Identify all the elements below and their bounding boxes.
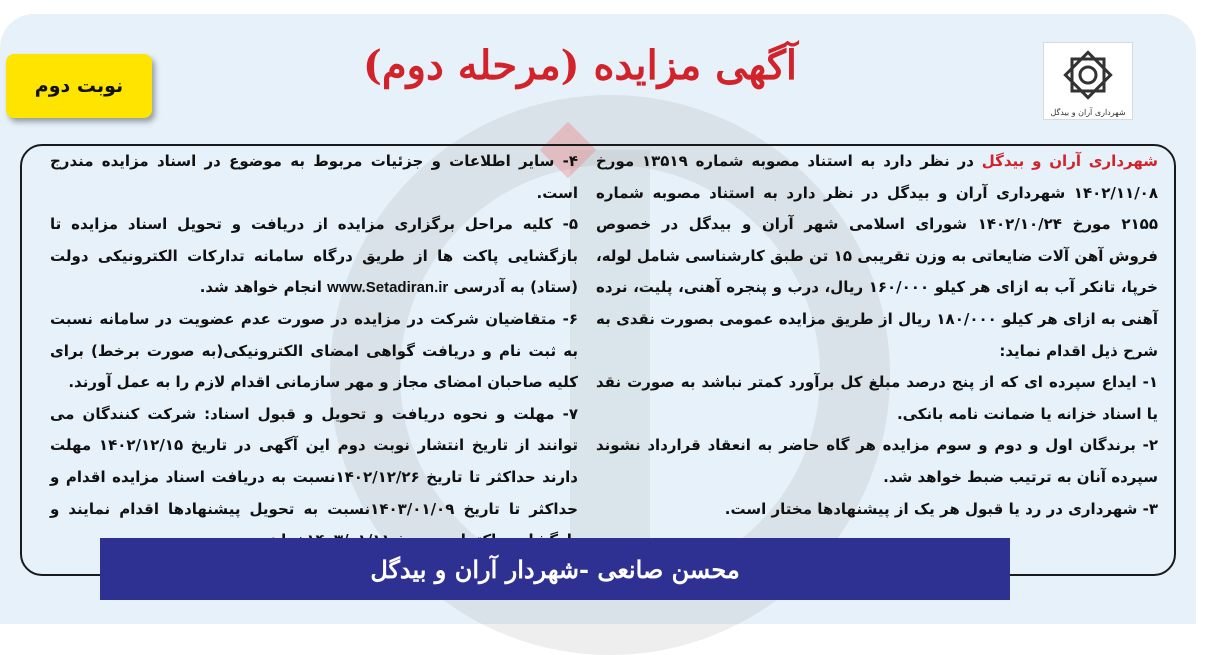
municipality-emblem-icon [1060,47,1116,103]
condition-item-4: ۴- سایر اطلاعات و جزئیات مربوط به موضوع در اسناد مزایده مندرج است. [50,152,578,202]
signature-text: محسن صانعی -شهردار آران و بیدگل [370,554,740,584]
page-title: آگهی مزایده (مرحله دوم) [362,42,798,89]
logo-caption: شهرداری آران و بیدگل [1050,108,1126,117]
intro-paragraph [596,146,1158,367]
municipality-name: شهرداری آران و بیدگل [981,152,1159,170]
municipality-logo [1043,42,1133,120]
condition-item-6: ۶- متقاضیان شرکت در مزایده در صورت عدم عضویت در سامانه نسبت به ثبت نام و دریافت گواهی امضای الکترونیکی(به صورت برخط) برای کلیه صاحبان امضای مجاز و مهر سازمانی اقدام لازم را به عمل آورند. [50,309,578,392]
intro-text: در نظر دارد به استناد مصوبه شماره ۱۳۵۱۹ مورخ ۱۴۰۲/۱۱/۰۸ شهرداری آران و بیدگل در نظر دارد به استناد مصوبه شماره ۲۱۵۵ مورخ ۱۴۰۲/۱۰/۲۴ شورای اسلامی شهر آران و بیدگل در خصوص فروش آهن آلات ضایعاتی به وزن تقریبی ۱۵ تن طبق کارشناسی شامل لوله، خرپا، تانکر آب به ازای هر کیلو ۱۶۰/۰۰۰ ریال، درب و پنجره آهنی، پلیت، نرده آهنی به ازای هر کیلو ۱۸۰/۰۰۰ ریال از طریق مزایده عمومی بصورت نقدی به شرح ذیل اقدام نماید: [596,152,1158,360]
item-5-text: ۵- کلیه مراحل برگزاری مزایده از دریافت و تحویل اسناد مزایده تا بازگشایی پاکت ها از طریق درگاه سامانه تدارکات الکترونیکی دولت (ستاد) به آدرسی [50,215,578,297]
condition-item-5 [50,209,578,304]
condition-item-7: ۷- مهلت و نحوه دریافت و تحویل و قبول اسناد: شرکت کنندگان می توانند از تاریخ انتشار نوبت دوم این آگهی در تاریخ ۱۴۰۲/۱۲/۱۵ مهلت دارند حداکثر تا تاریخ ۱۴۰۲/۱۲/۲۶نسبت به دریافت اسناد مزایده اقدام و حداکثر تا تاریخ ۱۴۰۳/۰۱/۰۹نسبت به تحویل پیشنهادها اقدام نمایند و [50,404,578,518]
item-5-end: انجام خواهد شد. [199,278,328,297]
signature-bar [100,538,1010,600]
setadiran-url: www.Setadiran.ir [327,279,449,297]
right-column [596,146,1158,525]
issue-badge: نوبت دوم [6,54,152,118]
condition-item-3: ۳- شهرداری در رد یا قبول هر یک از پیشنهادها مختار است. [724,499,1158,518]
left-column [50,146,578,557]
condition-item-2: ۲- برندگان اول و دوم و سوم مزایده هر گاه حاضر به انعقاد قرارداد نشوند سپرده آنان به ترتیب ضبط خواهد شد. [596,436,1158,486]
condition-item-1: ۱- ایداع سپرده ای که از پنج درصد مبلغ کل برآورد کمتر نباشد به صورت نقد یا اسناد خزانه یا ضمانت نامه بانکی. [596,373,1158,423]
